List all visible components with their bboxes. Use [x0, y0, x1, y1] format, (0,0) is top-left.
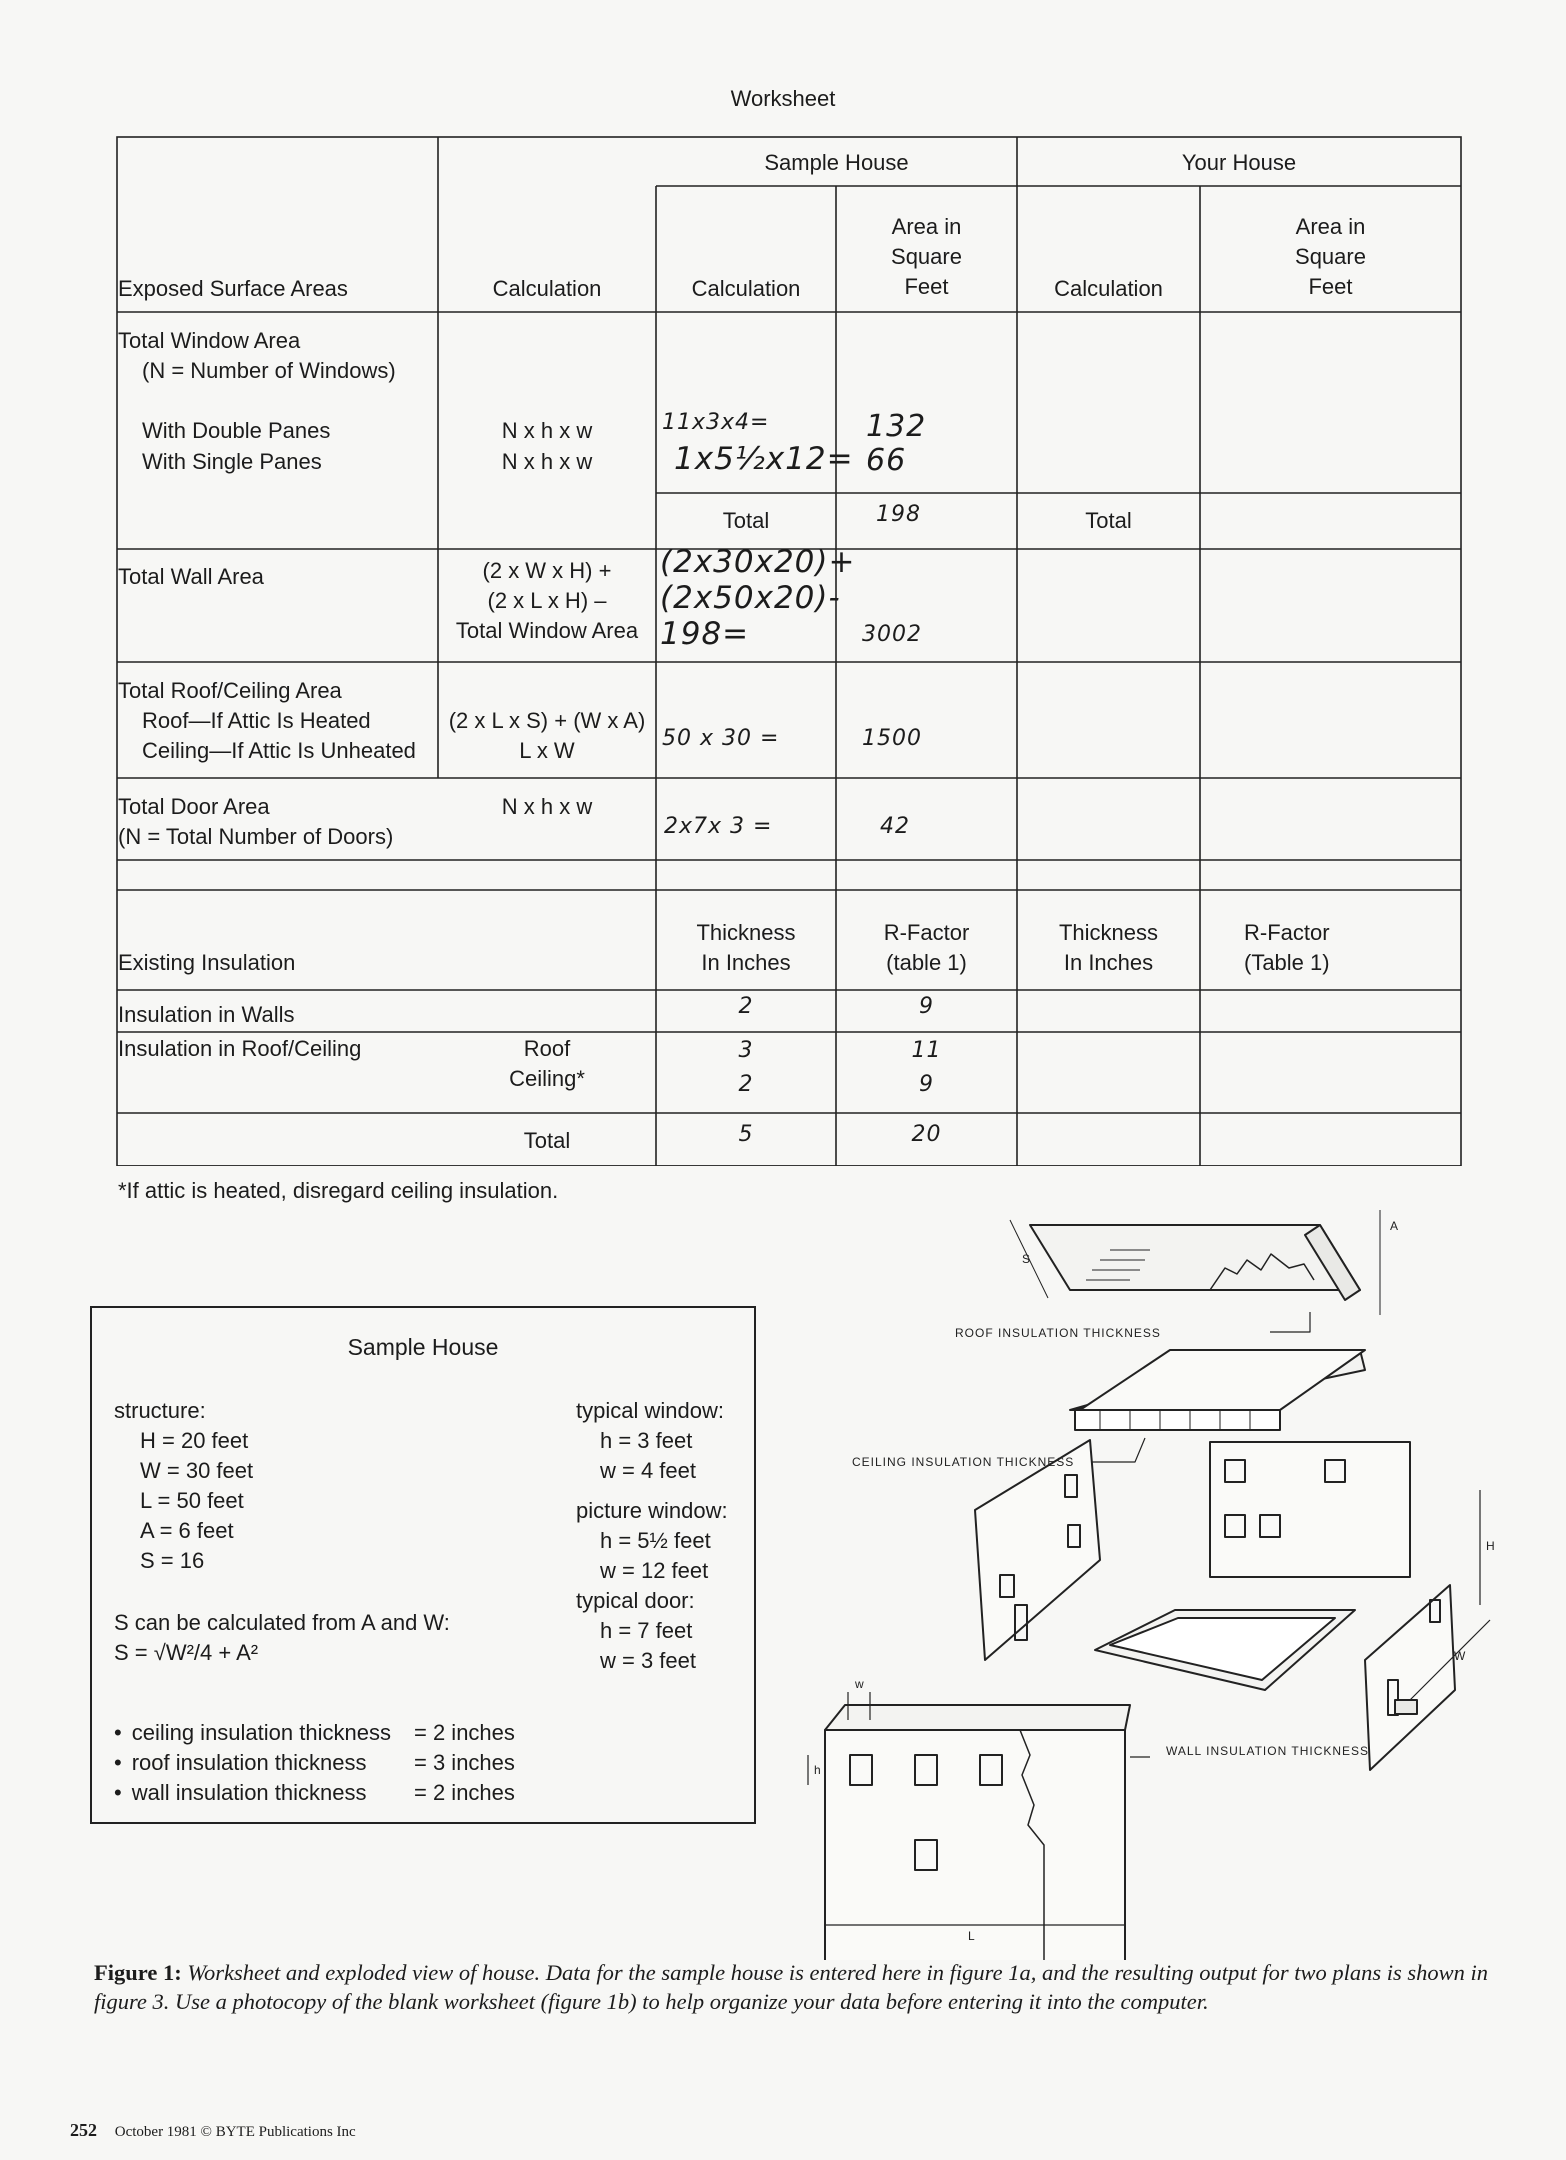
- typical-window-w: w = 4 feet: [600, 1458, 697, 1483]
- header-sample-calculation: Calculation: [691, 276, 801, 301]
- footer-text: October 1981 © BYTE Publications Inc: [114, 2124, 356, 2140]
- list-item: [114, 1748, 515, 1778]
- dim-s-label: S: [1022, 1252, 1032, 1266]
- window-area-sublabel: (N = Number of Windows): [142, 358, 396, 383]
- structure-w: W = 30 feet: [140, 1458, 254, 1483]
- header-sample-area: Area in Square Feet: [891, 214, 962, 299]
- typical-door-label: typical door:: [576, 1588, 695, 1613]
- roof-insulation-label: ROOF INSULATION THICKNESS: [955, 1326, 1161, 1340]
- walls-insulation-label: Insulation in Walls: [118, 1002, 295, 1027]
- left-wall: [975, 1440, 1100, 1660]
- thickness-list: [114, 1718, 515, 1808]
- total-thickness: 5: [738, 1122, 754, 1147]
- existing-insulation-label: Existing Insulation: [118, 950, 296, 975]
- dim-small-w-label: w: [855, 1677, 865, 1691]
- thickness-label: • wall insulation thickness: [114, 1778, 414, 1808]
- figure-caption: [94, 1958, 1504, 2016]
- ceiling-sub-label: Ceiling*: [509, 1066, 585, 1091]
- door-area: 42: [880, 814, 910, 839]
- page-footer: [70, 2120, 356, 2141]
- door-calc: 2x7x 3 =: [664, 814, 773, 839]
- dim-small-h-label: h: [814, 1763, 822, 1777]
- header-rfactor: R-Factor (table 1): [883, 920, 970, 975]
- door-area-sublabel: (N = Total Number of Doors): [118, 824, 394, 849]
- structure-s: S = 16: [140, 1548, 205, 1573]
- double-panes-label: With Double Panes: [142, 418, 331, 443]
- dim-l-label: L: [968, 1929, 976, 1943]
- dim-h-label: H: [1486, 1539, 1496, 1553]
- your-window-total-label: Total: [1085, 508, 1132, 533]
- right-wall: [1365, 1585, 1455, 1770]
- structure-l: L = 50 feet: [140, 1488, 244, 1513]
- typical-window-label: typical window:: [576, 1398, 724, 1423]
- footnote: *If attic is heated, disregard ceiling insulation.: [118, 1178, 559, 1203]
- ceiling-rfactor: 9: [919, 1072, 934, 1097]
- list-item: [114, 1718, 515, 1748]
- window-area-label: Total Window Area: [118, 328, 301, 353]
- thickness-label: • roof insulation thickness: [114, 1748, 414, 1778]
- window-total-area: 198: [876, 502, 921, 527]
- typical-window-h: h = 3 feet: [600, 1428, 693, 1453]
- structure-h: H = 20 feet: [140, 1428, 249, 1453]
- back-wall: [1210, 1442, 1410, 1577]
- caption-text: Worksheet and exploded view of house. Data for the sample house is entered here in figure 1a, and the resulting output for two plans is shown in figure 3. Use a photocopy of the blank worksheet (figure 1b) to help organize your data before entering it into the computer.: [94, 1960, 1489, 2014]
- wall-area-calc: (2x30x20)+ (2x50x20)- 198=: [660, 544, 856, 652]
- floor-panel: [1095, 1610, 1355, 1690]
- roof-ceiling-calc: 50 x 30 =: [662, 726, 780, 751]
- door-formula: N x h x w: [501, 794, 593, 819]
- typical-door-w: w = 3 feet: [600, 1648, 697, 1673]
- insulation-total-label: Total: [523, 1128, 571, 1153]
- double-panes-formula: N x h x w: [501, 418, 593, 443]
- single-panes-formula: N x h x w: [501, 449, 593, 474]
- wall-insulation-label: WALL INSULATION THICKNESS: [1166, 1744, 1370, 1758]
- header-thickness: Thickness In Inches: [696, 920, 796, 975]
- list-item: [114, 1778, 515, 1808]
- header-exposed-surface: Exposed Surface Areas: [118, 276, 348, 301]
- picture-window-label: picture window:: [576, 1498, 728, 1523]
- total-rfactor: 20: [911, 1122, 942, 1147]
- s-formula: S = √W²/4 + A²: [114, 1640, 259, 1665]
- thickness-value: = 2 inches: [414, 1780, 515, 1805]
- wall-area-label: Total Wall Area: [118, 564, 264, 589]
- s-formula-intro: S can be calculated from A and W:: [114, 1610, 450, 1635]
- roofceiling-insulation-label: Insulation in Roof/Ceiling: [118, 1036, 362, 1061]
- exploded-house-diagram: [800, 1180, 1500, 1960]
- front-wall: [825, 1705, 1130, 1960]
- page-number: 252: [70, 2120, 97, 2140]
- window-door-list: [576, 1396, 728, 1676]
- wall-area-value: 3002: [862, 622, 922, 647]
- roof-formula: (2 x L x S) + (W x A): [448, 708, 646, 733]
- roof-thickness: 3: [738, 1038, 754, 1063]
- structure-a: A = 6 feet: [140, 1518, 234, 1543]
- page-title: Worksheet: [730, 86, 836, 111]
- ceiling-formula: L x W: [519, 738, 575, 763]
- sample-house-box: [90, 1306, 756, 1824]
- roof-heated-label: Roof—If Attic Is Heated: [142, 708, 371, 733]
- double-panes-area: 132: [866, 409, 927, 444]
- single-panes-calc: 1x5½x12=: [674, 441, 854, 477]
- window-total-label: Total: [722, 508, 770, 533]
- single-panes-label: With Single Panes: [142, 449, 322, 474]
- walls-rfactor: 9: [919, 994, 934, 1019]
- picture-window-w: w = 12 feet: [600, 1558, 709, 1583]
- ceiling-unheated-label: Ceiling—If Attic Is Unheated: [142, 738, 416, 763]
- structure-label: structure:: [114, 1398, 206, 1423]
- roof-ceiling-label: Total Roof/Ceiling Area: [118, 678, 342, 703]
- header-your-house: Your House: [1181, 150, 1297, 175]
- header-your-calculation: Calculation: [1054, 276, 1163, 301]
- header-calculation: Calculation: [492, 276, 602, 301]
- thickness-value: = 2 inches: [414, 1720, 515, 1745]
- header-your-thickness: Thickness In Inches: [1058, 920, 1159, 975]
- header-your-rfactor: R-Factor (Table 1): [1244, 920, 1330, 975]
- caption-lead: Figure 1:: [94, 1960, 182, 1985]
- roof-sub-label: Roof: [523, 1036, 571, 1061]
- roof-rfactor: 11: [911, 1038, 942, 1063]
- header-your-area: Area in Square Feet: [1295, 214, 1366, 299]
- thickness-label: • ceiling insulation thickness: [114, 1718, 414, 1748]
- sample-house-title: Sample House: [347, 1334, 499, 1360]
- thickness-value: = 3 inches: [414, 1750, 515, 1775]
- header-sample-house: Sample House: [764, 150, 909, 175]
- ceiling-insulation-label: CEILING INSULATION THICKNESS: [852, 1455, 1075, 1469]
- ceiling-panel: [1070, 1350, 1365, 1430]
- roof-ceiling-area: 1500: [862, 726, 922, 751]
- single-panes-area: 66: [866, 443, 907, 478]
- wall-area-formula: (2 x W x H) + (2 x L x H) – Total Window Area: [455, 558, 639, 643]
- double-panes-calc: 11x3x4=: [662, 410, 770, 435]
- s-formula-block: [114, 1608, 450, 1668]
- typical-door-h: h = 7 feet: [600, 1618, 693, 1643]
- ceiling-thickness: 2: [738, 1072, 754, 1097]
- dim-w-label: W: [1454, 1649, 1467, 1663]
- structure-list: [114, 1396, 253, 1576]
- worksheet-table: [114, 136, 1464, 1166]
- walls-thickness: 2: [738, 994, 754, 1019]
- door-area-label: Total Door Area: [118, 794, 270, 819]
- picture-window-h: h = 5½ feet: [600, 1528, 711, 1553]
- roof-panel: [1010, 1210, 1380, 1315]
- dim-a-label: A: [1390, 1219, 1400, 1233]
